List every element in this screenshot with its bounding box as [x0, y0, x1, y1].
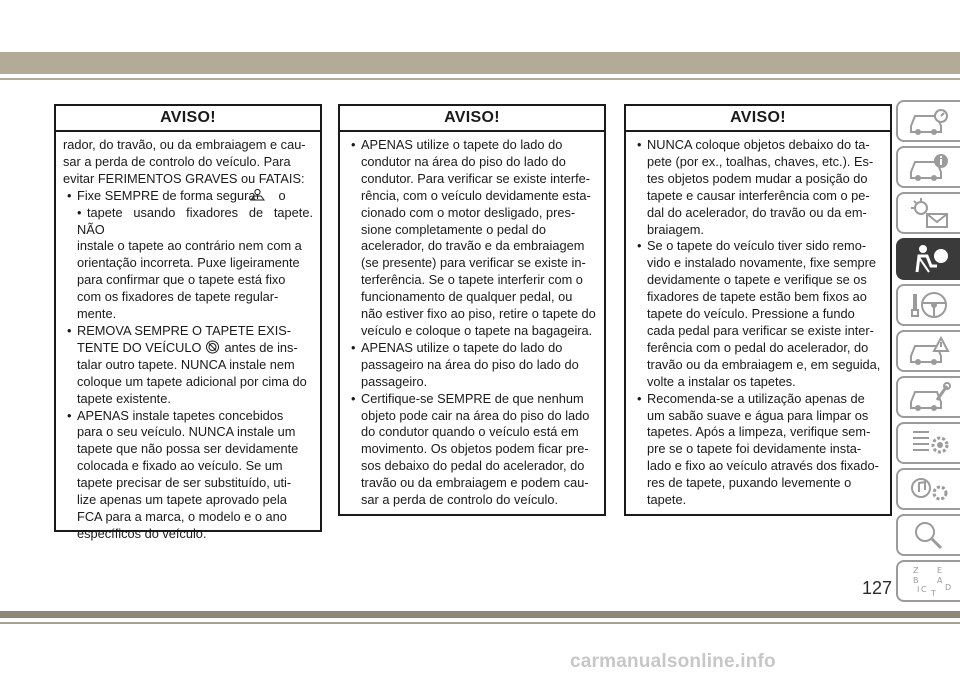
- bullet-cont: mente.: [77, 306, 117, 322]
- bullet-cont: talar outro tapete. NUNCA instale nem: [77, 356, 295, 372]
- svg-text:C: C: [921, 585, 927, 594]
- magnifier-icon: [907, 518, 951, 552]
- bullet-cont: devidamente o tapete e verifique se os: [647, 272, 867, 288]
- chapter-tab-servicing[interactable]: [896, 376, 960, 418]
- chapter-tab-emergency[interactable]: [896, 330, 960, 372]
- bullet-cont: veículo e coloque o tapete na bagageira.: [361, 322, 593, 338]
- steering-wheel-icon: [907, 288, 951, 322]
- watermark: carmanualsonline.info: [570, 651, 776, 672]
- car-wrench-icon: [907, 380, 951, 414]
- bullet-cont: tapete que não possa ser devidamente: [77, 441, 299, 457]
- car-hazard-icon: [907, 334, 951, 368]
- bullet-cont: colocada e fixado ao veículo. Se um: [77, 458, 283, 474]
- chapter-tab-technical-specs[interactable]: [896, 422, 960, 464]
- bullet-cont: específicos do veículo.: [77, 525, 207, 541]
- chapter-tab-getting-to-know[interactable]: [896, 146, 960, 188]
- car-gauge-icon: [907, 104, 951, 138]
- bullet-cont: fixadores de tapete estão bem fixos ao: [647, 289, 867, 305]
- light-message-icon: [907, 196, 951, 230]
- bullet-cont: com os fixadores de tapete regular-: [77, 289, 279, 305]
- bullet-item: • NUNCA coloque objetos debaixo do ta-: [633, 137, 883, 154]
- bullet-cont: do condutor quando o veículo está em: [361, 424, 579, 440]
- warning-box-1: [54, 104, 322, 541]
- text-line: sar a perda de controlo do veículo. Para: [63, 153, 291, 169]
- bullet-cont: cada pedal para verificar se existe inter-: [647, 322, 874, 338]
- bullet-cont: não estiver fixo ao piso, retire o tapete do: [361, 306, 596, 322]
- bullet-item: • Se o tapete do veículo tiver sido remo-: [633, 238, 883, 255]
- bullet-cont: para confirmar que o tapete está fixo: [77, 272, 286, 288]
- bullet-cont: condutor. Para verificar se existe interfe-: [361, 170, 591, 186]
- bullet-cont: pete (por ex., toalhas, chaves, etc.). Es-: [647, 153, 874, 169]
- svg-text:E: E: [937, 566, 943, 575]
- warning-box-3: [624, 104, 892, 516]
- floor-mat-removal-icon: [205, 340, 220, 354]
- bullet-cont: • tapete usando fixadores de tapete. NÃO: [63, 205, 313, 239]
- bullet-cont: para o seu veículo. NUNCA instale um: [77, 424, 296, 440]
- bullet-cont: orientação incorreta. Puxe ligeiramente: [77, 255, 300, 271]
- bullet-cont: tapetes. Após a limpeza, verifique sem-: [647, 424, 871, 440]
- warning-body: [56, 132, 320, 543]
- alphabet-index-icon: [907, 564, 951, 598]
- bullet-cont: funcionamento de qualquer pedal, ou: [361, 289, 573, 305]
- bullet-cont: vido e instalado novamente, fixe sempre: [647, 255, 877, 271]
- bullet-cont: volte a instalar os tapetes.: [647, 373, 796, 389]
- chapter-tabs: [896, 100, 960, 606]
- bullet-cont: tes objetos podem mudar a posição do: [647, 170, 868, 186]
- bullet-cont: TENTE DO VEÍCULO antes de ins-: [77, 339, 298, 355]
- seatbelt-airbag-icon: [907, 242, 951, 276]
- bullet-cont: objeto pode cair na área do piso do lado: [361, 407, 590, 423]
- header-rule: [0, 78, 960, 80]
- bullet-cont: sione completamente o pedal do: [361, 221, 546, 237]
- bullet-item: • Certifique-se SEMPRE de que nenhum: [347, 391, 597, 408]
- text-line: evitar FERIMENTOS GRAVES ou FATAIS:: [63, 170, 305, 186]
- warning-box-2: [338, 104, 606, 516]
- text-line: rador, do travão, ou da embraiagem e cau-: [63, 137, 306, 152]
- bullet-cont: cionado com o motor desligado, pres-: [361, 204, 576, 220]
- bullet-cont: FCA para a marca, o modelo e o ano: [77, 508, 287, 524]
- warning-title: AVISO!: [340, 106, 604, 132]
- header-band: [0, 52, 960, 74]
- bullet-cont: braiagem.: [647, 221, 704, 237]
- list-gear-icon: [907, 426, 951, 460]
- floor-mat-fastener-icon: [260, 188, 275, 202]
- bullet-cont: coloque um tapete adicional por cima do: [77, 373, 307, 389]
- bullet-cont: lize apenas um tapete aprovado pela: [77, 492, 287, 508]
- svg-text:A: A: [937, 576, 943, 585]
- chapter-tab-index[interactable]: [896, 560, 960, 602]
- bullet-cont: pre se o tapete foi devidamente insta-: [647, 441, 862, 457]
- footer-rule: [0, 622, 960, 624]
- bullet-cont: tapete do veículo. Pressione a fundo: [647, 306, 855, 322]
- bullet-cont: tapete existente.: [77, 390, 171, 406]
- bullet-cont: passageiro na área do piso do lado do: [361, 356, 579, 372]
- svg-text:B: B: [913, 576, 919, 585]
- svg-text:T: T: [931, 589, 936, 598]
- bullet-cont: res de tapete, puxando levemente o: [647, 475, 852, 491]
- bullet-cont: um sabão suave e água para limpar os: [647, 407, 869, 423]
- warning-title: AVISO!: [56, 106, 320, 132]
- bullet-cont: travão ou da embraiagem e podem cau-: [361, 475, 589, 491]
- bullet-cont: rência, com o veículo devidamente esta-: [361, 187, 591, 203]
- footer-band: [0, 611, 960, 618]
- bullet-item: • Recomenda-se a utilização apenas de: [633, 391, 883, 408]
- chapter-tab-safety[interactable]: [896, 238, 960, 280]
- bullet-cont: condutor na área do piso do lado do: [361, 153, 566, 169]
- bullet-cont: passageiro.: [361, 373, 428, 389]
- bullet-cont: dal do acelerador, do travão ou da em-: [647, 204, 867, 220]
- bullet-cont: travão ou da embraiagem e, em seguida,: [647, 356, 881, 372]
- svg-text:I: I: [917, 585, 920, 594]
- warning-title: AVISO!: [626, 106, 890, 132]
- bullet-item: • REMOVA SEMPRE O TAPETE EXIS-: [63, 323, 313, 340]
- chapter-tab-warning-lights[interactable]: [896, 192, 960, 234]
- bullet-cont: tapete.: [647, 492, 687, 508]
- svg-text:D: D: [945, 583, 951, 592]
- warning-body: [626, 132, 890, 509]
- bullet-cont: movimento. Os objetos podem ficar pre-: [361, 441, 589, 457]
- chapter-tab-instrument-cluster[interactable]: [896, 100, 960, 142]
- bullet-item: • APENAS instale tapetes concebidos: [63, 408, 313, 425]
- music-gear-icon: [907, 472, 951, 506]
- bullet-item: • Fixe SEMPRE de forma segura o: [63, 188, 313, 205]
- bullet-cont: ferência com o pedal do acelerador, do: [647, 339, 869, 355]
- svg-text:Z: Z: [913, 566, 919, 575]
- chapter-tab-starting-operating[interactable]: [896, 284, 960, 326]
- bullet-cont: sar a perda de controlo do veículo.: [361, 492, 559, 508]
- bullet-item: • APENAS utilize o tapete do lado do: [347, 340, 597, 357]
- car-info-icon: [907, 150, 951, 184]
- bullet-cont: terferência. Se o tapete interferir com o: [361, 272, 583, 288]
- bullet-cont: tapete e causar interferência com o pe-: [647, 187, 870, 203]
- bullet-cont: (se presente) para verificar se existe in-: [361, 255, 586, 271]
- chapter-tab-search[interactable]: [896, 514, 960, 556]
- bullet-cont: tapete precisar de ser substituído, uti-: [77, 475, 292, 491]
- bullet-item: • APENAS utilize o tapete do lado do: [347, 137, 597, 154]
- page-number: 127: [861, 578, 892, 598]
- warning-body: [340, 132, 604, 509]
- bullet-cont: sos debaixo do pedal do acelerador, do: [361, 458, 585, 474]
- chapter-tab-multimedia[interactable]: [896, 468, 960, 510]
- bullet-cont: lado e fixo ao veículo através dos fixado-: [647, 458, 879, 474]
- bullet-cont: acelerador, do travão e da embraiagem: [361, 238, 585, 254]
- bullet-cont: instale o tapete ao contrário nem com a: [77, 238, 302, 254]
